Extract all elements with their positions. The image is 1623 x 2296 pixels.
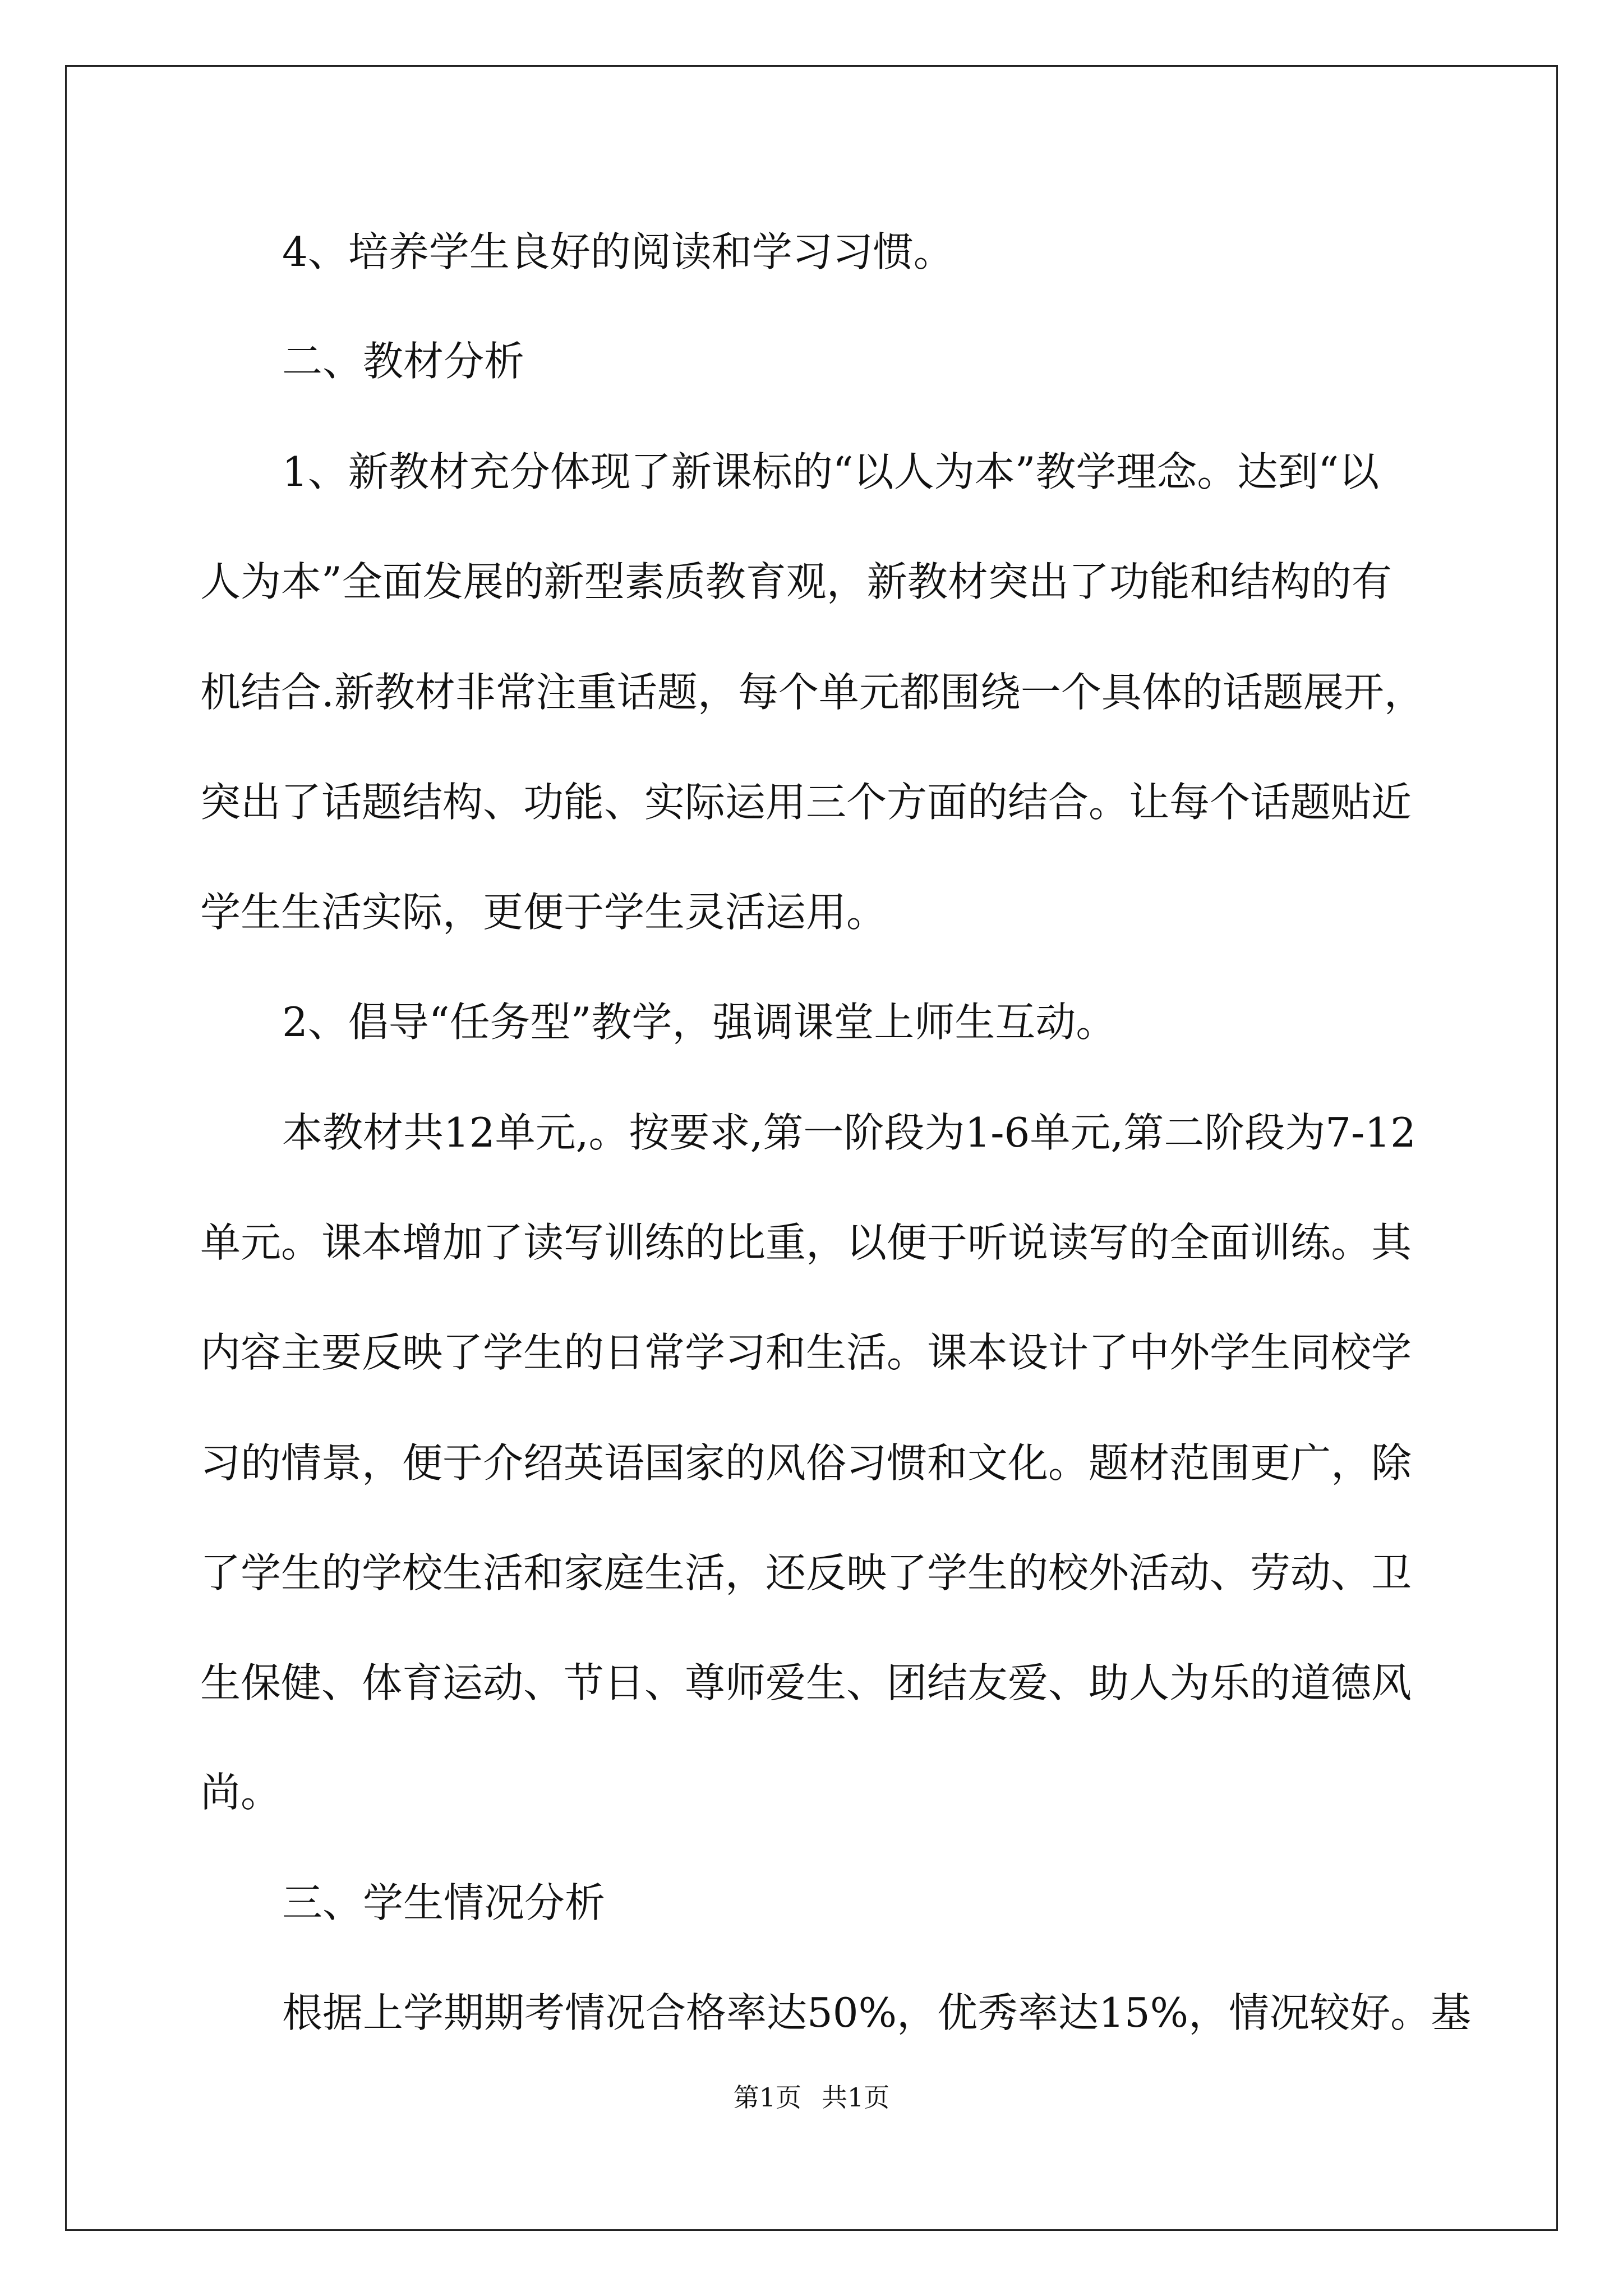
paragraph-line: 本教材共12单元,。按要求,第一阶段为1-6单元,第二阶段为7-12 [282, 1109, 1416, 1156]
paragraph-line: 机结合.新教材非常注重话题，每个单元都围绕一个具体的话题展开， [200, 669, 1424, 716]
paragraph-line: 2、倡导“任务型”教学，强调课堂上师生互动。 [282, 999, 1117, 1046]
paragraph-line: 尚。 [200, 1769, 282, 1816]
paragraph-line: 习的情景，便于介绍英语国家的风俗习惯和文化。题材范围更广，除 [200, 1439, 1412, 1487]
section-heading: 三、学生情况分析 [282, 1879, 606, 1926]
paragraph-line: 生保健、体育运动、节日、尊师爱生、团结友爱、助人为乐的道德风 [200, 1659, 1412, 1706]
paragraph-line: 了学生的学校生活和家庭生活，还反映了学生的校外活动、劳动、卫 [200, 1549, 1412, 1596]
paragraph-line: 内容主要反映了学生的日常学习和生活。课本设计了中外学生同校学 [200, 1329, 1412, 1376]
paragraph-line: 4、培养学生良好的阅读和学习习惯。 [282, 228, 954, 275]
paragraph-line: 1、新教材充分体现了新课标的“以人为本”教学理念。达到“以 [282, 448, 1380, 495]
paragraph-line: 人为本”全面发展的新型素质教育观，新教材突出了功能和结构的有 [200, 558, 1392, 605]
section-heading: 二、教材分析 [282, 338, 525, 385]
page-footer [0, 2082, 1623, 2113]
page-total: 共1页 [822, 2082, 890, 2113]
paragraph-line: 突出了话题结构、功能、实际运用三个方面的结合。让每个话题贴近 [200, 779, 1412, 826]
paragraph-line: 学生生活实际，更便于学生灵活运用。 [200, 889, 887, 936]
paragraph-line: 单元。课本增加了读写训练的比重，以便于听说读写的全面训练。其 [200, 1219, 1412, 1266]
page-number: 第1页 [733, 2082, 801, 2113]
paragraph-line: 根据上学期期考情况合格率达50%，优秀率达15%，情况较好。基 [282, 1989, 1472, 2036]
